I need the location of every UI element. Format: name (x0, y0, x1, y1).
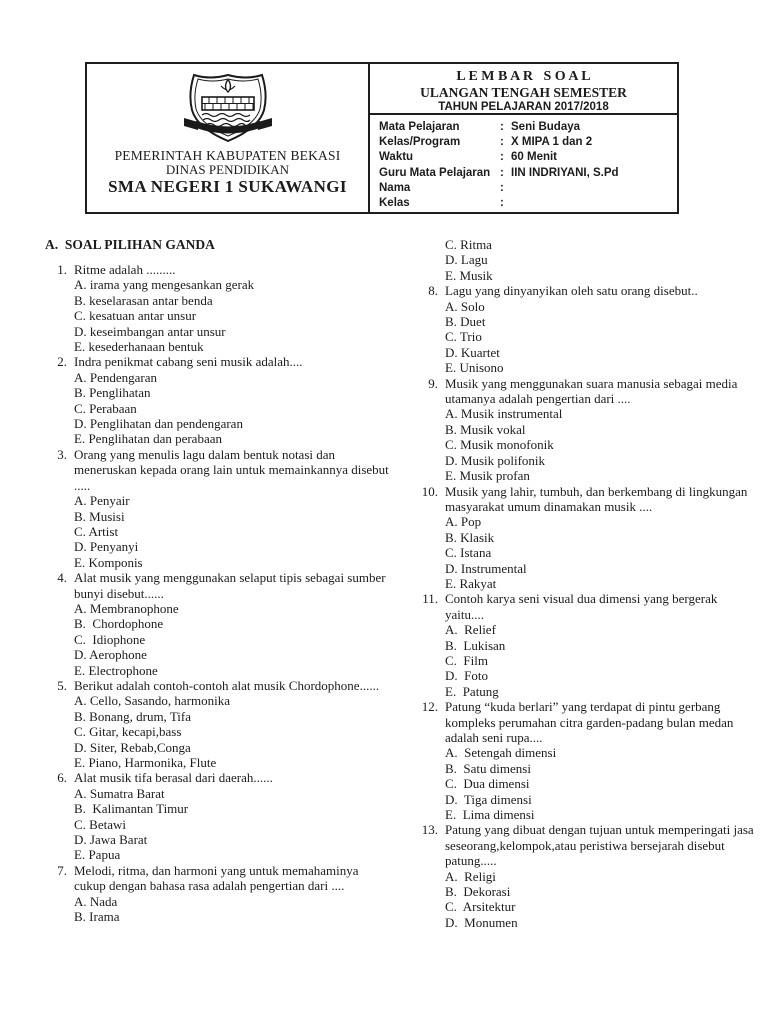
option-line: B. Dekorasi (445, 884, 511, 900)
option-line: D. Musik polifonik (445, 452, 546, 468)
option-line: D. Tiga dimensi (445, 791, 532, 807)
option-line: A. Musik instrumental (445, 406, 563, 422)
question-text: Indra penikmat cabang seni musik adalah.... (74, 354, 303, 370)
meta-value: X MIPA 1 dan 2 (511, 136, 593, 149)
meta-value: 60 Menit (511, 151, 558, 164)
option-line: D. keseimbangan antar unsur (74, 323, 226, 339)
question (47, 863, 391, 925)
question-body (67, 447, 391, 570)
option-line: E. Unisono (445, 360, 504, 376)
option-line: B. Musisi (74, 508, 125, 524)
header-exam-info-cell (370, 64, 677, 212)
question-body (67, 354, 391, 446)
option-line: A. Penyair (74, 493, 130, 509)
question-options-continuation (418, 237, 756, 283)
meta-colon: : (500, 136, 504, 149)
question-text: Orang yang menulis lagu dalam bentuk notasi dan meneruskan kepada orang lain untuk memainkannya disebut ..... (74, 446, 393, 493)
meta-row-class-program (379, 135, 673, 150)
meta-row-teacher (379, 166, 673, 181)
option-line: C. Trio (445, 329, 482, 345)
option-line: D. Penyanyi (74, 539, 139, 555)
option-line: A. Nada (74, 893, 118, 909)
question (418, 591, 756, 699)
option-line: C. Istana (445, 545, 492, 561)
question-body (67, 770, 391, 862)
question-body (67, 863, 391, 925)
option-line: D. Foto (445, 668, 488, 684)
option-line: E. Papua (74, 847, 121, 863)
question-text: Patung “kuda berlari” yang terdapat di pintu gerbang kompleks perumahan citra garden-padang bulan medan adalah seni rupa.... (445, 699, 737, 745)
question-body (438, 376, 756, 484)
question-body (438, 237, 756, 283)
option-line: B. keselarasan antar benda (74, 292, 213, 308)
question-text: Alat musik tifa berasal dari daerah...... (74, 770, 273, 786)
exam-type-title: ULANGAN TENGAH SEMESTER (420, 85, 627, 100)
question-text: Patung yang dibuat dengan tujuan untuk memperingati jasa seseorang,kelompok,atau peristiwa bersejarah disebut patung..... (445, 822, 757, 869)
option-line: A. Relief (445, 622, 496, 638)
institution-government-line: PEMERINTAH KABUPATEN BEKASI (114, 148, 341, 163)
meta-label: Mata Pelajaran (379, 121, 460, 133)
exam-year-title: TAHUN PELAJARAN 2017/2018 (438, 101, 609, 113)
option-line: C. Dua dimensi (445, 776, 530, 792)
option-line: E. Komponis (74, 554, 143, 570)
institution-school-name: SMA NEGERI 1 SUKAWANGI (108, 177, 347, 196)
header-institution-cell (87, 64, 370, 212)
option-line: A. Religi (445, 868, 496, 884)
meta-value (511, 181, 673, 196)
option-line: D. Siter, Rebab,Conga (74, 739, 191, 755)
option-line: B. Lukisan (445, 637, 506, 653)
question-body (438, 591, 756, 699)
option-line: A. irama yang mengesankan gerak (74, 277, 255, 293)
option-line: E. Musik profan (445, 468, 530, 484)
meta-colon: : (500, 151, 504, 164)
question-text: Berikut adalah contoh-contoh alat musik Chordophone...... (74, 677, 380, 693)
option-line: C. Gitar, kecapi,bass (74, 724, 182, 740)
question-number: 4. (57, 570, 67, 586)
option-line: C. Arsitektur (445, 899, 516, 915)
question (47, 262, 391, 354)
option-line: E. Rakyat (445, 575, 497, 591)
option-line: E. Lima dimensi (445, 807, 535, 823)
question-text: Lagu yang dinyanyikan oleh satu orang disebut.. (445, 283, 698, 299)
question-number: 1. (57, 262, 67, 277)
question-number: 10. (421, 483, 438, 499)
section-title-multiple-choice: A. SOAL PILIHAN GANDA (45, 237, 215, 252)
question-body (438, 484, 756, 592)
option-line: B. Irama (74, 909, 120, 925)
meta-colon: : (500, 121, 504, 133)
question (47, 678, 391, 770)
question-text: Musik yang menggunakan suara manusia sebagai media utamanya adalah pengertian dari .... (445, 375, 741, 407)
question-body (438, 283, 756, 375)
option-line: D. Penglihatan dan pendengaran (74, 416, 243, 432)
meta-colon: : (500, 166, 504, 179)
question-text: Alat musik yang menggunakan selaput tipis sebagai sumber bunyi disebut...... (74, 570, 389, 601)
institution-department-line: DINAS PENDIDIKAN (165, 162, 290, 177)
question-text: Musik yang lahir, tumbuh, dan berkembang di lingkungan masyarakat umum dinamakan musik .... (445, 483, 751, 514)
option-line: D. Instrumental (445, 560, 527, 576)
option-line: C. Artist (74, 523, 119, 539)
meta-value: IIN INDRIYANI, S.Pd (511, 166, 619, 179)
option-line: B. Penglihatan (74, 385, 151, 401)
question-number: 13. (421, 822, 438, 838)
option-line: E. Penglihatan dan perabaan (74, 431, 222, 447)
meta-label: Guru Mata Pelajaran (379, 166, 491, 179)
option-line: B. Bonang, drum, Tifa (74, 708, 192, 724)
meta-label: Nama (379, 181, 411, 194)
questions-column-right (418, 237, 756, 930)
meta-value: Seni Budaya (511, 121, 581, 133)
option-line: D. Monumen (445, 914, 518, 930)
option-line: C. Betawi (74, 816, 126, 832)
question-number: 9. (428, 375, 438, 391)
exam-meta-table (370, 115, 677, 211)
question-number: 6. (57, 770, 67, 786)
question (418, 484, 756, 592)
question-body (67, 262, 391, 354)
option-line: A. Cello, Sasando, harmonika (74, 693, 230, 709)
option-line: E. Musik (445, 267, 493, 283)
meta-row-subject (379, 120, 673, 135)
meta-value (511, 196, 673, 211)
option-line: B. Satu dimensi (445, 760, 531, 776)
question-number: 11. (422, 591, 438, 607)
questions-column-left (47, 262, 391, 924)
meta-row-duration (379, 150, 673, 165)
question-number: 8. (428, 283, 438, 299)
meta-colon: : (500, 197, 504, 210)
option-line: E. Piano, Harmonika, Flute (74, 755, 217, 770)
option-line: A. Setengah dimensi (445, 745, 557, 761)
question-number (418, 237, 438, 283)
option-line: C. Film (445, 652, 488, 668)
option-line: D. Lagu (445, 252, 488, 268)
option-line: A. Pop (445, 514, 482, 530)
meta-label: Kelas/Program (379, 136, 461, 149)
option-line: A. Membranophone (74, 600, 179, 616)
question (418, 699, 756, 822)
option-line: B. Chordophone (74, 616, 164, 632)
question-text: Melodi, ritma, dan harmoni yang untuk memahaminya cukup dengan bahasa rasa adalah pengertian dari .... (74, 862, 362, 894)
option-line: A. Solo (445, 298, 485, 314)
meta-row-student-class (379, 196, 673, 211)
exam-sheet-title: L E M B A R S O A L (456, 69, 591, 84)
question (418, 376, 756, 484)
option-line: C. Perabaan (74, 400, 137, 416)
option-line: D. Jawa Barat (74, 832, 148, 848)
question-body (438, 699, 756, 822)
question-number: 5. (57, 677, 67, 693)
option-line: B. Musik vokal (445, 421, 526, 437)
question (47, 770, 391, 862)
option-line: C. kesatuan antar unsur (74, 308, 197, 324)
option-line: D. Kuartet (445, 344, 500, 360)
question (47, 447, 391, 570)
question-text: Ritme adalah ......... (74, 262, 176, 277)
option-line: E. Patung (445, 683, 499, 699)
option-line: C. Idiophone (74, 631, 146, 647)
option-line: A. Sumatra Barat (74, 785, 165, 801)
question (418, 283, 756, 375)
question-number: 3. (57, 446, 67, 462)
option-line: A. Pendengaran (74, 369, 158, 385)
meta-row-student-name (379, 181, 673, 196)
meta-colon: : (500, 181, 504, 194)
bekasi-emblem-icon (176, 72, 280, 144)
option-line: D. Aerophone (74, 647, 147, 663)
option-line: B. Klasik (445, 529, 495, 545)
question-text: Contoh karya seni visual dua dimensi yang bergerak yaitu.... (445, 591, 721, 622)
header-identity-box (85, 62, 679, 214)
option-line: B. Kalimantan Timur (74, 801, 189, 817)
question-body (438, 822, 756, 930)
option-line: E. kesederhanaan bentuk (74, 339, 204, 355)
question-body (67, 570, 391, 678)
option-line: E. Electrophone (74, 662, 158, 678)
question-number: 2. (57, 354, 67, 370)
question-number: 12. (421, 699, 438, 715)
option-line: C. Musik monofonik (445, 437, 554, 453)
meta-label: Waktu (379, 151, 414, 164)
exam-title-block (370, 64, 677, 115)
option-line: B. Duet (445, 314, 486, 330)
question (47, 570, 391, 678)
institution-logo (176, 71, 280, 145)
question-number: 7. (57, 862, 67, 878)
question-body (67, 678, 391, 770)
option-line: C. Ritma (445, 237, 492, 252)
question (418, 822, 756, 930)
question (47, 354, 391, 446)
meta-label: Kelas (379, 197, 410, 210)
